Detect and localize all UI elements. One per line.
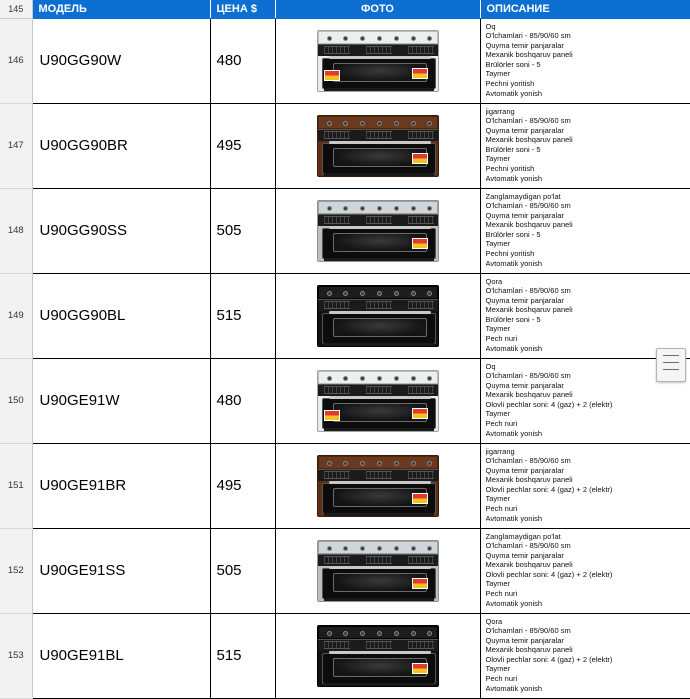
cell-photo[interactable]: [275, 443, 480, 528]
desc-line: Taymer: [485, 69, 511, 79]
desc-line: Zanglamaydigan po'lat: [485, 191, 561, 201]
desc-line: Olovli pechlar soni: 4 (gaz) + 2 (elektr): [485, 569, 613, 579]
scroll-handle-icon[interactable]: [656, 348, 686, 382]
cell-price[interactable]: 505: [210, 528, 275, 613]
desc-line: O'lchamlari - 85/90/60 sm: [485, 456, 571, 466]
desc-line: Taymer: [485, 664, 511, 674]
cell-description[interactable]: [480, 443, 690, 528]
desc-line: Pechni yoritish: [485, 249, 535, 259]
row-number[interactable]: 153: [0, 613, 32, 698]
table-row: [0, 103, 690, 188]
stove-image-black: [317, 285, 439, 347]
desc-line: O'lchamlari - 85/90/60 sm: [485, 626, 571, 636]
row-number[interactable]: 147: [0, 103, 32, 188]
desc-line: Zanglamaydigan po'lat: [485, 531, 561, 541]
desc-line: Pech nuri: [485, 419, 518, 429]
cell-description[interactable]: [480, 528, 690, 613]
desc-line: Olovli pechlar soni: 4 (gaz) + 2 (elektr): [485, 399, 613, 409]
stove-image-brown: [317, 455, 439, 517]
row-number[interactable]: 150: [0, 358, 32, 443]
desc-line: Qora: [485, 616, 503, 626]
cell-description[interactable]: [480, 188, 690, 273]
row-number-header[interactable]: 145: [0, 0, 32, 18]
desc-line: Brülörler soni - 5: [485, 144, 541, 154]
row-number[interactable]: 149: [0, 273, 32, 358]
stove-image-stainless: [317, 200, 439, 262]
cell-model[interactable]: U90GG90BR: [32, 103, 210, 188]
desc-line: Avtomatik yonish: [485, 343, 543, 353]
cell-photo[interactable]: [275, 528, 480, 613]
table-row: [0, 443, 690, 528]
table-row: [0, 273, 690, 358]
table-row: [0, 528, 690, 613]
desc-line: Pech nuri: [485, 589, 518, 599]
column-header-photo[interactable]: ФОТО: [275, 0, 480, 18]
desc-line: Taymer: [485, 239, 511, 249]
cell-description[interactable]: [480, 18, 690, 103]
cell-description[interactable]: [480, 273, 690, 358]
stove-image-black: [317, 625, 439, 687]
desc-line: Taymer: [485, 409, 511, 419]
desc-line: jigarrang: [485, 446, 515, 456]
desc-line: Avtomatik yonish: [485, 258, 543, 268]
row-number[interactable]: 148: [0, 188, 32, 273]
desc-line: Quyma temir panjaralar: [485, 295, 564, 305]
cell-photo[interactable]: [275, 273, 480, 358]
cell-photo[interactable]: [275, 188, 480, 273]
desc-line: O'lchamlari - 85/90/60 sm: [485, 371, 571, 381]
cell-model[interactable]: U90GG90SS: [32, 188, 210, 273]
cell-price[interactable]: 515: [210, 613, 275, 698]
cell-price[interactable]: 515: [210, 273, 275, 358]
desc-line: Quyma temir panjaralar: [485, 380, 564, 390]
stove-image-brown: [317, 115, 439, 177]
desc-line: Quyma temir panjaralar: [485, 210, 564, 220]
desc-line: Quyma temir panjaralar: [485, 550, 564, 560]
cell-price[interactable]: 495: [210, 103, 275, 188]
desc-line: Mexanik boshqaruv paneli: [485, 50, 573, 60]
table-row: [0, 358, 690, 443]
desc-line: Quyma temir panjaralar: [485, 465, 564, 475]
desc-line: Taymer: [485, 494, 511, 504]
cell-model[interactable]: U90GG90BL: [32, 273, 210, 358]
desc-line: Mexanik boshqaruv paneli: [485, 475, 573, 485]
desc-line: Olovli pechlar soni: 4 (gaz) + 2 (elektr): [485, 484, 613, 494]
desc-line: Avtomatik yonish: [485, 173, 543, 183]
cell-description[interactable]: [480, 613, 690, 698]
desc-line: Mexanik boshqaruv paneli: [485, 305, 573, 315]
desc-line: Taymer: [485, 154, 511, 164]
stove-image-white: [317, 30, 439, 92]
desc-line: Mexanik boshqaruv paneli: [485, 390, 573, 400]
table-row: [0, 613, 690, 698]
desc-line: Pech nuri: [485, 334, 518, 344]
desc-line: O'lchamlari - 85/90/60 sm: [485, 286, 571, 296]
desc-line: Pechni yoritish: [485, 164, 535, 174]
desc-line: Qora: [485, 276, 503, 286]
cell-model[interactable]: U90GE91W: [32, 358, 210, 443]
cell-model[interactable]: U90GE91SS: [32, 528, 210, 613]
desc-line: Mexanik boshqaruv paneli: [485, 560, 573, 570]
cell-price[interactable]: 480: [210, 358, 275, 443]
desc-line: Pech nuri: [485, 674, 518, 684]
desc-line: jigarrang: [485, 106, 515, 116]
cell-price[interactable]: 480: [210, 18, 275, 103]
desc-line: O'lchamlari - 85/90/60 sm: [485, 201, 571, 211]
desc-line: Quyma temir panjaralar: [485, 40, 564, 50]
cell-model[interactable]: U90GG90W: [32, 18, 210, 103]
desc-line: Quyma temir panjaralar: [485, 125, 564, 135]
desc-line: Oq: [485, 361, 496, 371]
desc-line: Pechni yoritish: [485, 79, 535, 89]
desc-line: Avtomatik yonish: [485, 683, 543, 693]
table-header-row: [0, 0, 690, 18]
table-row: [0, 18, 690, 103]
desc-line: Mexanik boshqaruv paneli: [485, 135, 573, 145]
cell-photo[interactable]: [275, 103, 480, 188]
cell-price[interactable]: 495: [210, 443, 275, 528]
desc-line: Olovli pechlar soni: 4 (gaz) + 2 (elektr): [485, 654, 613, 664]
desc-line: Avtomatik yonish: [485, 513, 543, 523]
cell-description[interactable]: [480, 103, 690, 188]
table-row: [0, 188, 690, 273]
desc-line: Oq: [485, 21, 496, 31]
column-header-price[interactable]: ЦЕНА $: [210, 0, 275, 18]
desc-line: Avtomatik yonish: [485, 88, 543, 98]
stove-image-white: [317, 370, 439, 432]
desc-line: Brülörler soni - 5: [485, 229, 541, 239]
desc-line: O'lchamlari - 85/90/60 sm: [485, 116, 571, 126]
stove-image-stainless: [317, 540, 439, 602]
column-header-model[interactable]: МОДЕЛЬ: [32, 0, 210, 18]
desc-line: O'lchamlari - 85/90/60 sm: [485, 541, 571, 551]
row-number[interactable]: 146: [0, 18, 32, 103]
cell-photo[interactable]: [275, 613, 480, 698]
desc-line: Mexanik boshqaruv paneli: [485, 220, 573, 230]
cell-model[interactable]: U90GE91BR: [32, 443, 210, 528]
desc-line: Taymer: [485, 579, 511, 589]
desc-line: Brülörler soni - 5: [485, 314, 541, 324]
desc-line: Brülörler soni - 5: [485, 59, 541, 69]
column-header-description[interactable]: ОПИСАНИЕ: [480, 0, 690, 18]
desc-line: Pech nuri: [485, 504, 518, 514]
desc-line: Quyma temir panjaralar: [485, 635, 564, 645]
desc-line: Taymer: [485, 324, 511, 334]
cell-photo[interactable]: [275, 358, 480, 443]
desc-line: O'lchamlari - 85/90/60 sm: [485, 31, 571, 41]
cell-price[interactable]: 505: [210, 188, 275, 273]
cell-photo[interactable]: [275, 18, 480, 103]
row-number[interactable]: 151: [0, 443, 32, 528]
cell-model[interactable]: U90GE91BL: [32, 613, 210, 698]
desc-line: Avtomatik yonish: [485, 598, 543, 608]
desc-line: Mexanik boshqaruv paneli: [485, 645, 573, 655]
desc-line: Avtomatik yonish: [485, 428, 543, 438]
row-number[interactable]: 152: [0, 528, 32, 613]
